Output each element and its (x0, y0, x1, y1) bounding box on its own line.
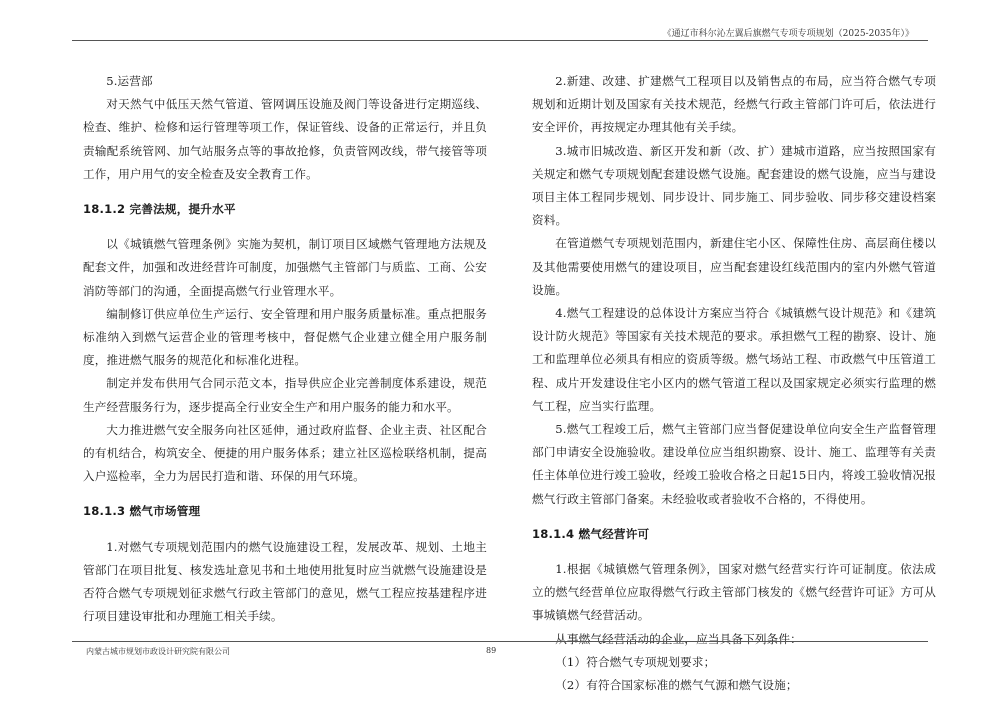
header-divider (72, 40, 928, 41)
paragraph: 编制修订供应单位生产运行、安全管理和用户服务质量标准。重点把服务标准纳入到燃气运营企业的管理考核中，督促燃气企业建立健全用户服务制度，推进燃气服务的规范化和标准化进程。 (83, 306, 487, 368)
footer-organization: 内蒙古城市规划市政设计研究院有限公司 (86, 647, 230, 656)
section-heading: 18.1.2 完善法规，提升水平 (83, 202, 236, 217)
paragraph: 1.根据《城镇燃气管理条例》，国家对燃气经营实行许可证制度。依法成立的燃气经营单位应取得燃气行政主管部门核发的《燃气经营许可证》方可从事城镇燃气经营活动。 (532, 562, 936, 623)
section-heading: 18.1.3 燃气市场管理 (83, 504, 201, 519)
paragraph: 1.对燃气专项规划范围内的燃气设施建设工程，发展改革、规划、土地主管部门在项目批复、核发选址意见书和土地使用批复时应当就燃气设施建设是否符合燃气专项规划征求燃气行政主管部门的意见，燃气工程应按基建程序进行项目建设审批和办理施工相关手续。 (83, 539, 487, 624)
section-label-operations: 5.运营部 (106, 74, 153, 88)
paragraph: 大力推进燃气安全服务向社区延伸，通过政府监督、企业主责、社区配合的有机结合，构筑安全、便捷的用户服务体系；建立社区巡检联络机制，提高入户巡检率，全力为居民打造和谐、环保的用气环境。 (83, 422, 487, 484)
list-item: （1）符合燃气专项规划要求； (555, 654, 716, 669)
section-heading: 18.1.4 燃气经营许可 (532, 526, 650, 541)
paragraph: 3.城市旧城改造、新区开发和新（改、扩）建城市道路，应当按照国家有关规定和燃气专项规划配套建设燃气设施。配套建设的燃气设施，应当与建设项目主体工程同步规划、同步设计、同步施工、同步验收、同步移交建设档案资料。 (532, 143, 936, 228)
page-number: 89 (486, 646, 497, 655)
paragraph: 在管道燃气专项规划范围内，新建住宅小区、保障性住房、高层商住楼以及其他需要使用燃气的建设项目，应当配套建设红线范围内的室内外燃气管道设施。 (532, 236, 936, 297)
paragraph: 制定并发布供用气合同示范文本，指导供应企业完善制度体系建设，规范生产经营服务行为，逐步提高全行业安全生产和用户服务的能力和水平。 (83, 376, 487, 414)
list-item: （2）有符合国家标准的燃气气源和燃气设施； (555, 678, 798, 693)
left-column (83, 70, 487, 628)
page-header-title: 《通辽市科尔沁左翼后旗燃气专项专项规划（2025-2035年）》 (662, 29, 914, 39)
paragraph: 5.燃气工程竣工后，燃气主管部门应当督促建设单位向安全生产监督管理部门申请安全设施验收。建设单位应当组织勘察、设计、施工、监理等有关责任主体单位进行竣工验收，经竣工验收合格之日起15日内，将竣工验收情况报燃气行政主管部门备案。未经验收或者验收不合格的，不得使用。 (532, 422, 936, 506)
paragraph: 4.燃气工程建设的总体设计方案应当符合《城镇燃气设计规范》和《建筑设计防火规范》等国家有关技术规范的要求。承担燃气工程的勘察、设计、施工和监理单位必须具有相应的资质等级。燃气场站工程、市政燃气中压管道工程、成片开发建设住宅小区内的燃气管道工程以及国家规定必须实行监理的燃气工程，应当实行监理。 (532, 306, 936, 413)
right-column (532, 70, 936, 697)
footer-divider (72, 641, 928, 642)
paragraph: 从事燃气经营活动的企业，应当具备下列条件： (555, 631, 802, 646)
paragraph: 对天然气中低压天然气管道、管网调压设施及阀门等设备进行定期巡线、检查、维护、检修和运行管理等项工作，保证管线、设备的正常运行，并且负责输配系统管网、加气站服务点等的事故抢修，负责管网改线，带气接管等项工作，用户用气的安全检查及安全教育工作。 (83, 97, 487, 181)
paragraph: 2.新建、改建、扩建燃气工程项目以及销售点的布局，应当符合燃气专项规划和近期计划及国家有关技术规范，经燃气行政主管部门许可后，依法进行安全评价，再按规定办理其他有关手续。 (532, 74, 936, 135)
paragraph: 以《城镇燃气管理条例》实施为契机，制订项目区域燃气管理地方法规及配套文件，加强和改进经营许可制度，加强燃气主管部门与质监、工商、公安消防等部门的沟通，全面提高燃气行业管理水平。 (83, 237, 487, 298)
